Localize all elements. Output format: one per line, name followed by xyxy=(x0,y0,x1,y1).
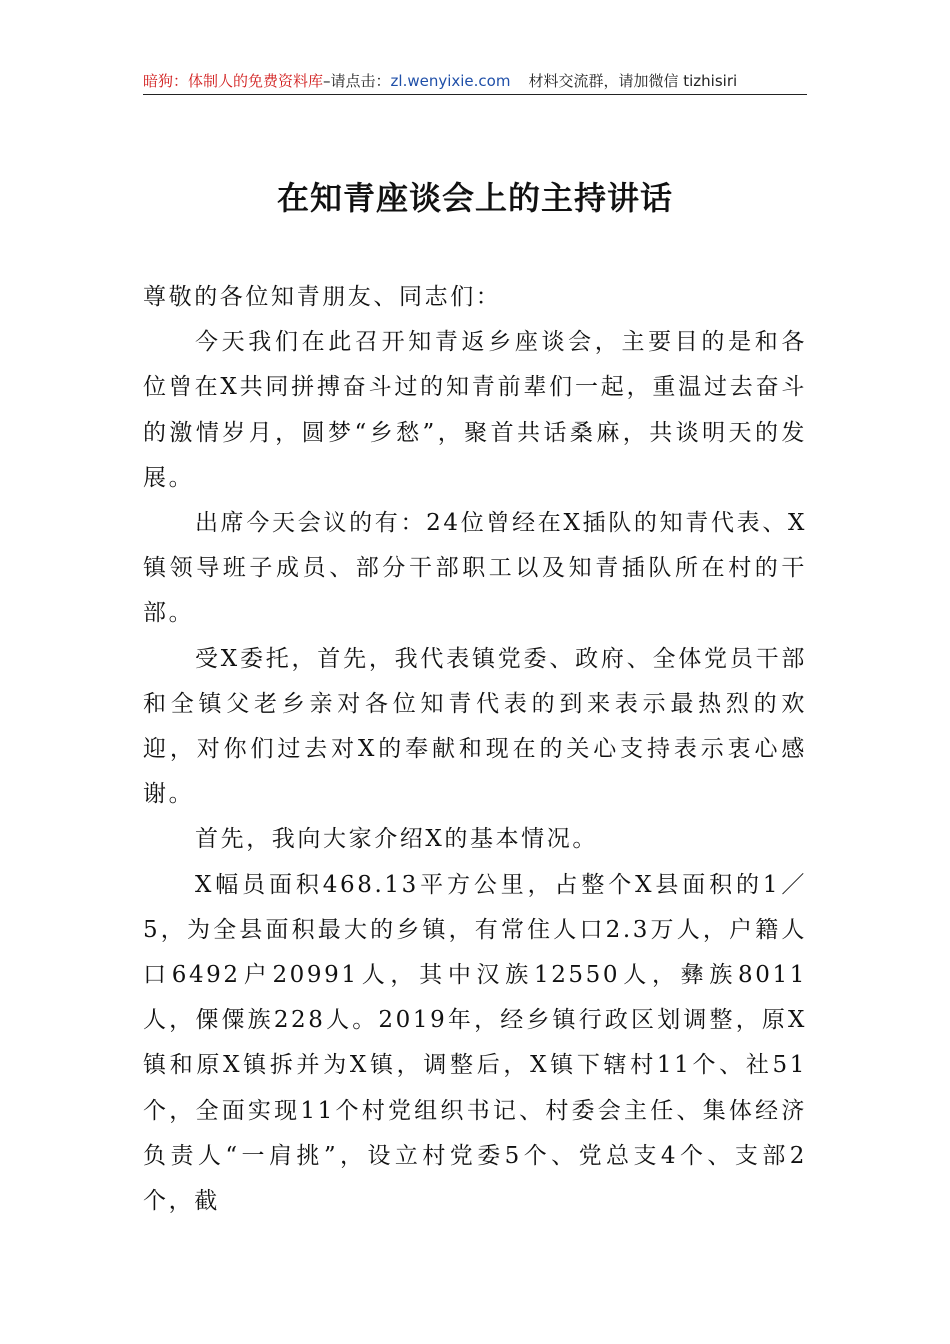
header-site-name: 暗狗：体制人的免费资料库 xyxy=(143,72,324,90)
document-body xyxy=(143,275,807,1224)
page-header xyxy=(143,68,807,95)
paragraph-welcome: 受X委托，首先，我代表镇党委、政府、全体党员干部和全镇父老乡亲对各位知青代表的到来表示最热烈的欢迎，对你们过去对X的奉献和现在的关心支持表示衷心感谢。 xyxy=(143,645,807,808)
salutation: 尊敬的各位知青朋友、同志们： xyxy=(143,284,502,310)
paragraph-attendees: 出席今天会议的有：24位曾经在X插队的知青代表、X镇领导班子成员、部分干部职工以及知青插队所在村的干部。 xyxy=(143,510,807,627)
header-url-link[interactable]: zl.wenyixie.com xyxy=(390,72,511,90)
paragraph-purpose: 今天我们在此召开知青返乡座谈会，主要目的是和各位曾在X共同拼搏奋斗过的知青前辈们一起，重温过去奋斗的激情岁月，圆梦“乡愁”，聚首共话桑麻，共谈明天的发展。 xyxy=(143,329,807,491)
header-click-prompt: –请点击： xyxy=(323,72,391,90)
paragraph-intro: 首先，我向大家介绍X的基本情况。 xyxy=(195,826,598,853)
document-title: 在知青座谈会上的主持讲话 xyxy=(276,179,673,217)
paragraph-overview: X幅员面积468.13平方公里，占整个X县面积的1／5，为全县面积最大的乡镇，有常住人口2.3万人，户籍人口6492户20991人，其中汉族12550人，彝族8011人，傈僳族228人。2019年，经乡镇行政区划调整，原X镇和原X镇拆并为X镇，调整后，X镇下辖村11个、社51个，全面实现11个村党组织书记、村委会主任、集体经济负责人“一肩挑”，设立村党委5个、党总支4个、支部2个，截 xyxy=(143,871,807,1215)
header-group-text: 材料交流群，请加微信 tizhisiri xyxy=(528,72,738,90)
